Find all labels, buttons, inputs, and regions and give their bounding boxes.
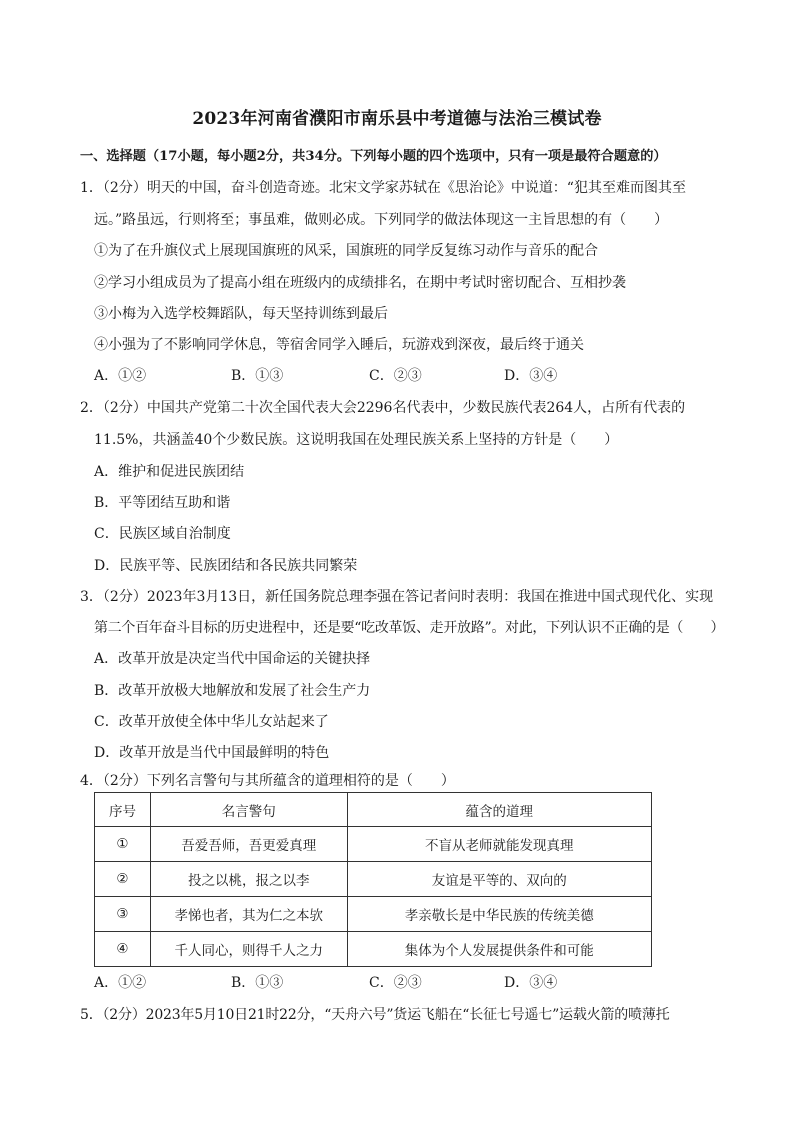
q3-stem-line1: 3．（2分）2023年3月13日，新任国务院总理李强在答记者问时表明：我国在推进中国式现代化、实现 (80, 589, 714, 605)
table-cell-index: ② (95, 862, 151, 897)
q4-option-b[interactable]: B．①③ (231, 975, 284, 991)
q3-option-a[interactable]: A．改革开放是决定当代中国命运的关键抉择 (94, 651, 371, 667)
table-cell-index: ④ (95, 932, 151, 967)
q1-item-3: ③小梅为入选学校舞蹈队，每天坚持训练到最后 (94, 306, 388, 322)
table-cell-meaning: 不盲从老师就能发现真理 (347, 827, 651, 862)
q3-option-b[interactable]: B．改革开放极大地解放和发展了社会生产力 (94, 683, 371, 699)
q1-item-4: ④小强为了不影响同学休息，等宿舍同学入睡后，玩游戏到深夜，最后终于通关 (94, 337, 584, 353)
exam-title: 2023年河南省濮阳市南乐县中考道德与法治三模试卷 (192, 109, 602, 129)
table-header-index: 序号 (95, 793, 151, 827)
q1-item-1: ①为了在升旗仪式上展现国旗班的风采，国旗班的同学反复练习动作与音乐的配合 (94, 243, 598, 259)
table-cell-meaning: 孝亲敬长是中华民族的传统美德 (347, 897, 651, 932)
table-cell-quote: 千人同心，则得千人之力 (150, 932, 347, 967)
q1-option-b[interactable]: B．①③ (231, 368, 284, 384)
section-heading: 一、选择题（17小题，每小题2分，共34分。下列每小题的四个选项中，只有一项是最符合题意的） (80, 149, 667, 164)
q1-stem-line2: 远。”路虽远，行则将至；事虽难，做则必成。下列同学的做法体现这一主旨思想的有（ ） (94, 212, 669, 228)
table-cell-quote: 投之以桃，报之以李 (150, 862, 347, 897)
q3-option-c[interactable]: C．改革开放使全体中华儿女站起来了 (94, 714, 329, 730)
q4-option-a[interactable]: A．①② (94, 975, 147, 991)
q1-option-a[interactable]: A．①② (94, 368, 147, 384)
table-cell-index: ③ (95, 897, 151, 932)
q2-stem-line1: 2．（2分）中国共产党第二十次全国代表大会2296名代表中，少数民族代表264人，占所有代表的 (80, 400, 686, 416)
q2-option-a[interactable]: A．维护和促进民族团结 (94, 464, 245, 480)
table-header-meaning: 蕴含的道理 (347, 793, 651, 827)
table-row (95, 827, 652, 862)
table-cell-index: ① (95, 827, 151, 862)
q2-stem-line2: 11.5%，共涵盖40个少数民族。这说明我国在处理民族关系上坚持的方针是（ ） (94, 432, 619, 448)
table-row (95, 932, 652, 967)
q1-option-d[interactable]: D．③④ (504, 368, 558, 384)
q1-option-c[interactable]: C．②③ (369, 368, 422, 384)
table-header-row (95, 793, 652, 827)
q1-stem-line1: 1．（2分）明天的中国，奋斗创造奇迹。北宋文学家苏轼在《思治论》中说道：“犯其至难而图其至 (80, 180, 686, 196)
table-cell-quote: 吾爱吾师，吾更爱真理 (150, 827, 347, 862)
table-header-quote: 名言警句 (150, 793, 347, 827)
q5-stem-line1: 5．（2分）2023年5月10日21时22分，“天舟六号”货运飞船在“长征七号遥七”运载火箭的喷薄托 (80, 1007, 670, 1023)
table-row (95, 897, 652, 932)
q1-item-2: ②学习小组成员为了提高小组在班级内的成绩排名，在期中考试时密切配合、互相抄袭 (94, 275, 626, 291)
q2-option-b[interactable]: B．平等团结互助和谐 (94, 495, 231, 511)
q3-option-d[interactable]: D．改革开放是当代中国最鲜明的特色 (94, 745, 330, 761)
q4-option-d[interactable]: D．③④ (504, 975, 558, 991)
table-cell-quote: 孝悌也者，其为仁之本欤 (150, 897, 347, 932)
q4-option-c[interactable]: C．②③ (369, 975, 422, 991)
table-row (95, 862, 652, 897)
table-cell-meaning: 集体为个人发展提供条件和可能 (347, 932, 651, 967)
q2-option-d[interactable]: D．民族平等、民族团结和各民族共同繁荣 (94, 558, 358, 574)
q3-stem-line2: 第二个百年奋斗目标的历史进程中，还是要“吃改革饭、走开放路”。对此，下列认识不正确的是（ ） (94, 620, 725, 636)
q2-option-c[interactable]: C．民族区域自治制度 (94, 526, 231, 542)
q4-stem: 4．（2分）下列名言警句与其所蕴含的道理相符的是（ ） (80, 773, 455, 789)
q4-table (94, 792, 652, 967)
table-cell-meaning: 友谊是平等的、双向的 (347, 862, 651, 897)
